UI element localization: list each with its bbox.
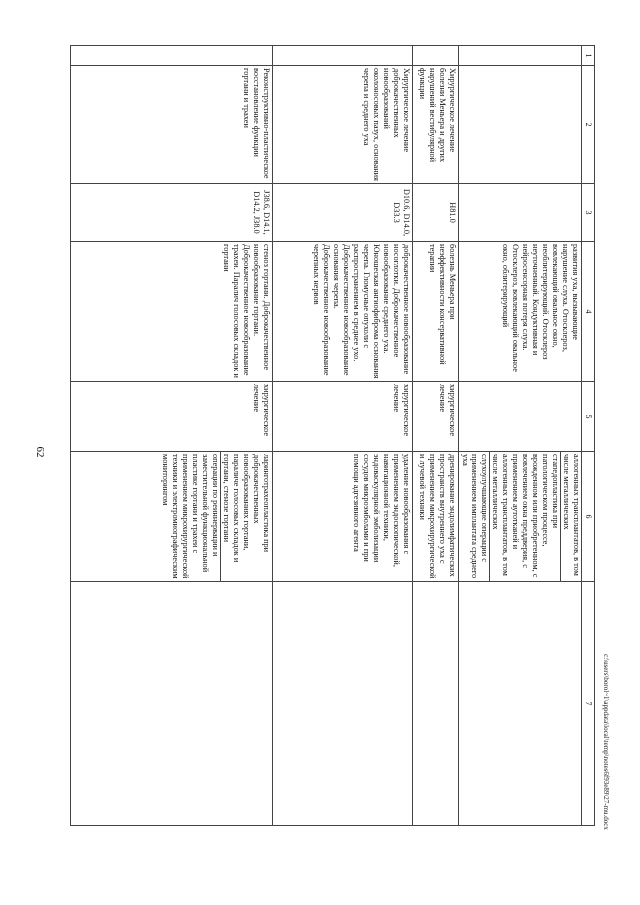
rotated-table-container <box>70 45 595 825</box>
diagnosis-cell: доброкачественное новообразование носоглотки. Доброкачественное новообразование среднего уха. Юношеская ангиофиброма основания черепа. Гломусные опухоли с распространением в среднее ухо. Доброкачественное новообразование основания черепа. Доброкачественное новообразование черепных нервов <box>272 242 412 382</box>
row-number-cell <box>412 46 458 66</box>
row-number-cell <box>458 46 581 66</box>
diagnosis-cell: развития уха, вызывающие нарушение слуха. Отосклероз, вовлекающий овальное окно, необлитерирующий. Отосклероз неуточненный. Кондуктивная и нейросенсорная потеря слуха. Отосклероз, вовлекающий овальное окно, облитерирующий <box>458 242 581 382</box>
header-cell: 6 <box>582 452 595 582</box>
icd-code-cell: D10.6, D14.0, D33.3 <box>272 184 412 242</box>
icd-code-cell: J38.6, D14.1, D14.2, J38.0 <box>71 184 273 242</box>
method-item: операции по реиннервации и заместительной функциональной пластике гортани и трахеи с применением микрохирургической техники и электромиографическим мониторингом <box>160 452 221 581</box>
header-cell: 3 <box>582 184 595 242</box>
method-cell <box>412 452 458 582</box>
treatment-type-cell: хирургическое лечение <box>412 382 458 452</box>
header-cell: 1 <box>582 46 595 66</box>
procedures-table <box>70 45 595 826</box>
table-row <box>71 46 273 826</box>
extra-cell <box>458 582 581 826</box>
procedure-name-cell: Хирургическое лечение доброкачественных новообразований околоносовых пазух, основания черепа и среднего уха <box>272 66 412 184</box>
procedure-name-cell: Хирургическое лечение болезни Меньера и других нарушений вестибулярной функции <box>412 66 458 184</box>
method-item: удаление новообразования с применением эндоскопической, навигационной техники, эндоваскулярной эмболизации сосудов микроэмболами и при помощи адгезивного агента <box>351 454 411 567</box>
treatment-type-cell <box>458 382 581 452</box>
procedure-name-cell: Реконструктивно-пластическое восстановление функции гортани и трахеи <box>71 66 273 184</box>
table-row <box>412 46 458 826</box>
extra-cell <box>272 582 412 826</box>
procedure-name-cell <box>458 66 581 184</box>
treatment-type-cell: хирургическое лечение <box>71 382 273 452</box>
page-number: 62 <box>34 446 46 458</box>
row-number-cell <box>71 46 273 66</box>
extra-cell <box>71 582 273 826</box>
table-row <box>272 46 412 826</box>
method-item: дренирование эндолимфатических пространств внутреннего уха с применением микрохирургической и лучевой техники <box>417 454 457 579</box>
icd-code-cell: H81.0 <box>412 184 458 242</box>
method-item: ларинготрахеопластика при доброкачественных новообразованиях гортани, параличе голосовых складок и гортани, стенозе гортани <box>221 454 271 563</box>
method-cell <box>272 452 412 582</box>
method-item: слухоулучшающие операции с применением имплантата среднего уха <box>460 452 491 581</box>
table-row <box>458 46 581 826</box>
diagnosis-cell: болезнь Меньера при неэффективности консервативной терапии <box>412 242 458 382</box>
extra-cell <box>412 582 458 826</box>
method-item: стапедопластика при патологическом процессе, врожденном или приобретенном, с вовлечением окна преддверия, с применением аутотканей и аллогенных трансплантатов, в том числе металлических <box>490 452 561 581</box>
header-cell: 2 <box>582 66 595 184</box>
row-number-cell <box>272 46 412 66</box>
diagnosis-cell: стеноз гортани. Доброкачественное новообразование гортани. Доброкачественное новообразование трахеи. Паралич голосовых складок и гортани <box>71 242 273 382</box>
icd-code-cell <box>458 184 581 242</box>
footer-file-path: c:\users\borol~1\appdata\local\temp\notes6f93e89\27-mu.docx <box>602 654 610 830</box>
method-cell <box>71 452 273 582</box>
header-cell: 4 <box>582 242 595 382</box>
method-cell <box>458 452 581 582</box>
method-item: аллогенных трансплантатов, в том числе металлических <box>562 454 581 576</box>
header-cell: 7 <box>582 582 595 826</box>
header-row <box>582 46 595 826</box>
header-cell: 5 <box>582 382 595 452</box>
treatment-type-cell: хирургическое лечение <box>272 382 412 452</box>
